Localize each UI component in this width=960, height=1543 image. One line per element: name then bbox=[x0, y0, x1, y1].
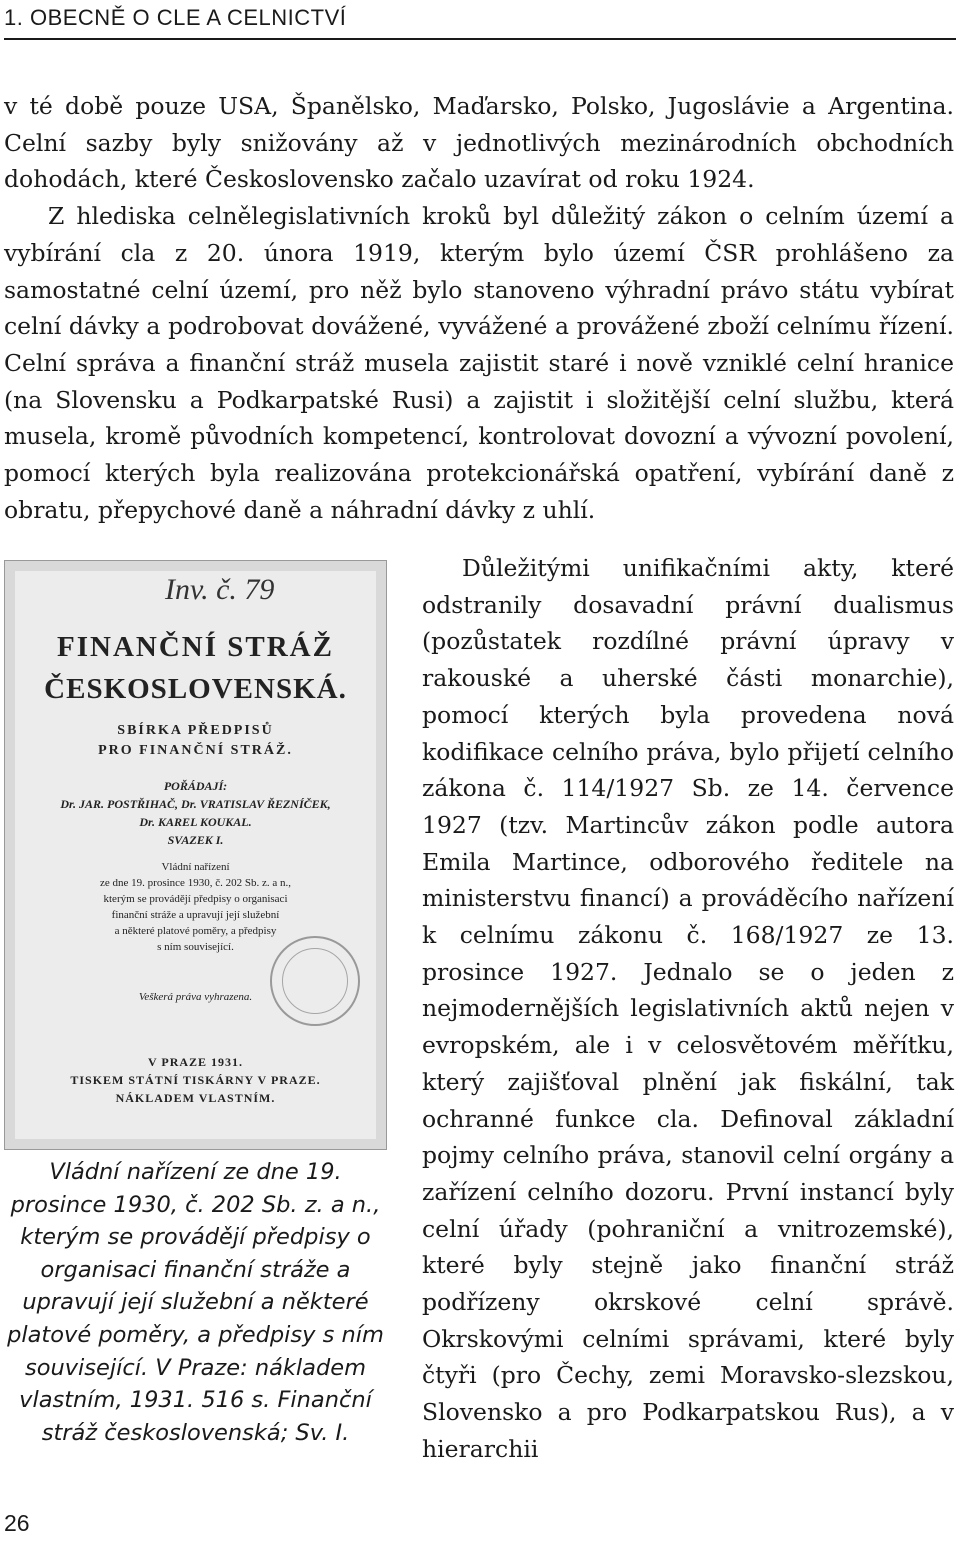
editors-label: POŘÁDAJÍ: bbox=[163, 779, 228, 793]
decree-line-3: kterým se provádějí předpisy o organisaci bbox=[103, 893, 288, 905]
rights-reserved: Veškerá práva vyhrazena. bbox=[138, 991, 253, 1003]
book-title-line-2: ČESKOSLOVENSKÁ. bbox=[44, 673, 347, 705]
library-stamp bbox=[270, 936, 360, 1026]
decree-line-5: a některé platové poměry, a předpisy bbox=[114, 925, 277, 937]
editors-line-1: Dr. JAR. POSTŘIHAČ, Dr. VRATISLAV ŘEZNÍČEK, bbox=[60, 797, 331, 811]
paragraph-2: Z hlediska celnělegislativních kroků byl důležitý zákon o celním území a vybírání cla z 20. února 1919, kterým bylo území ČSR prohlášeno za samostatné celní území, pro něž bylo stanoveno výhradní právo státu vybírat celní dávky a podrobovat dovážené, vyvážené a provážené zboží celnímu řízení. Celní správa a finanční stráž musela zajistit staré i nově vzniklé celní hranice (na Slovensku a Podkarpatské Rusi) a zajistit i složitější celní službu, která musela, kromě původních kompetencí, kontrolovat dovozní a vývozní povolení, pomocí kterých byla realizována protekcionářská opatření, vybírání daně z obratu, přepychové daně a náhradní dávky z uhlí. bbox=[4, 202, 954, 524]
decree-line-1: Vládní nařízení bbox=[161, 861, 230, 873]
subtitle-line-2: PRO FINANČNÍ STRÁŽ. bbox=[98, 743, 293, 758]
book-title-page-image bbox=[4, 560, 387, 1150]
book-subtitle bbox=[15, 721, 376, 761]
right-column-text bbox=[422, 550, 954, 1468]
imprint-line-1: V PRAZE 1931. bbox=[147, 1055, 244, 1069]
running-header: 1. OBECNĚ O CLE A CELNICTVÍ bbox=[4, 2, 956, 40]
imprint-line-2: TISKEM STÁTNÍ TISKÁRNY V PRAZE. bbox=[70, 1073, 321, 1087]
book-title-line-1: FINANČNÍ STRÁŽ bbox=[57, 631, 334, 663]
figure-caption: Vládní nařízení ze dne 19. prosince 1930, č. 202 Sb. z. a n., kterým se provádějí předpisy o organisaci finanční stráže a upravují její služební a některé platové poměry, a předpisy s ním související. V Praze: nákladem vlastním, 1931. 516 s. Finanční stráž československá; Sv. I. bbox=[7, 1159, 384, 1446]
handwritten-inventory-note: Inv. č. 79 bbox=[165, 573, 275, 606]
subtitle-line-1: SBÍRKA PŘEDPISŮ bbox=[117, 723, 274, 738]
paragraph-3: Důležitými unifikačními akty, které odstranily dosavadní právní dualismus (pozůstatek rozdílné právní úpravy v rakouské a uherské části monarchie), pomocí kterých byla provedena nová kodifikace celního práva, bylo přijetí celního zákona č. 114/1927 Sb. ze 14. července 1927 (tzv. Martincův zákon podle autora Emila Martince, odborového ředitele na ministerstvu financí) a prováděcího nařízení k celnímu zákonu č. 168/1927 ze 13. prosince 1927. Jednalo se o jeden z nejmodernějších legislativních aktů nejen v evropském, ale i v celosvětovém měřítku, který zajišťoval plnění jak fiskální, tak ochranné funkce cla. Definoval základní pojmy celního práva, stanovil celní orgány a zařízení celního dozoru. První instancí byly celní úřady (pohraniční a vnitrozemské), které byly stejně jako finanční stráž podřízeny okrskové celní správě. Okrskovými celními správami, které byly čtyři (pro Čechy, zemi Moravsko-slezskou, Slovensko a pro Podkarpatskou Rus), a v hierarchii bbox=[422, 554, 954, 1463]
paragraph-1: v té době pouze USA, Španělsko, Maďarsko, Polsko, Jugoslávie a Argentina. Celní sazby byly snižovány až v jednotlivých mezinárodních obchodních dohodách, které Československo začalo uzavírat od roku 1924. bbox=[4, 92, 954, 194]
decree-line-4: finanční stráže a upravují její služební bbox=[111, 909, 280, 921]
imprint-line-3: NÁKLADEM VLASTNÍM. bbox=[115, 1091, 276, 1105]
editors-line-2: Dr. KAREL KOUKAL. bbox=[139, 815, 252, 829]
imprint bbox=[15, 1053, 376, 1107]
page-number: 26 bbox=[4, 1510, 30, 1536]
volume-label: SVAZEK I. bbox=[167, 833, 224, 847]
decree-line-6: s ním související. bbox=[157, 941, 234, 953]
editors bbox=[15, 777, 376, 831]
main-text bbox=[4, 88, 954, 528]
decree-line-2: ze dne 19. prosince 1930, č. 202 Sb. z. a n., bbox=[100, 877, 291, 889]
title-page bbox=[15, 571, 376, 1139]
